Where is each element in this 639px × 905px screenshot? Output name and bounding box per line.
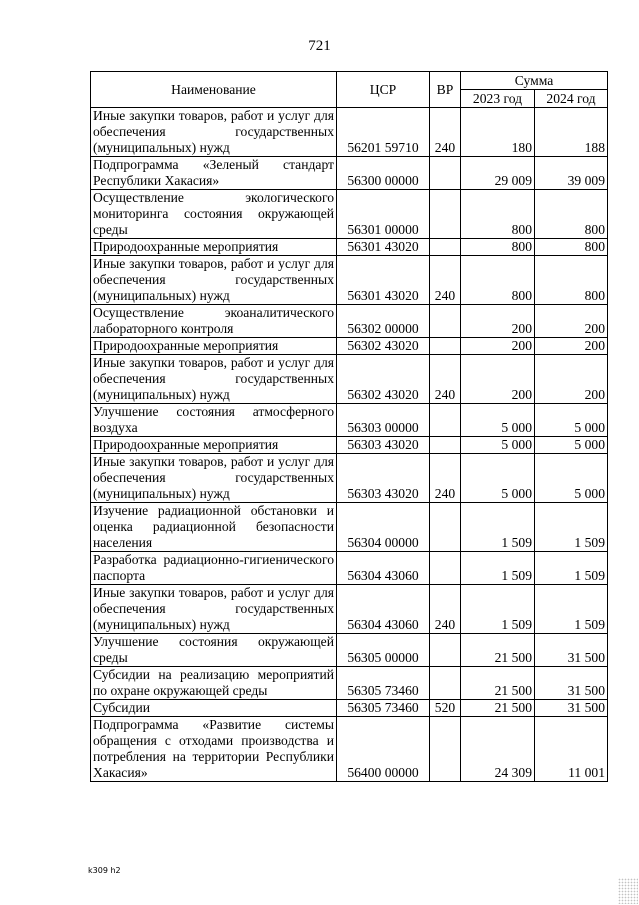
row-csr: 56304 43060 (337, 552, 430, 585)
column-header-year-2023: 2023 год (461, 90, 535, 108)
row-sum-2024: 5 000 (535, 454, 608, 503)
row-csr: 56304 43060 (337, 585, 430, 634)
table-body (91, 108, 608, 782)
row-csr: 56303 00000 (337, 404, 430, 437)
row-sum-2023: 200 (461, 355, 535, 404)
row-sum-2024: 200 (535, 338, 608, 355)
row-csr: 56303 43020 (337, 437, 430, 454)
row-sum-2023: 5 000 (461, 437, 535, 454)
row-name: Подпрограмма «Зеленый стандарт Республики Хакасия» (91, 157, 337, 190)
row-sum-2024: 31 500 (535, 700, 608, 717)
row-sum-2024: 188 (535, 108, 608, 157)
row-sum-2024: 800 (535, 190, 608, 239)
row-csr: 56301 43020 (337, 256, 430, 305)
column-header-name: Наименование (91, 72, 337, 108)
row-vr (430, 437, 461, 454)
row-sum-2024: 200 (535, 305, 608, 338)
scan-noise (618, 878, 638, 904)
row-csr: 56303 43020 (337, 454, 430, 503)
row-sum-2024: 5 000 (535, 404, 608, 437)
row-csr: 56302 43020 (337, 338, 430, 355)
row-name: Субсидии (91, 700, 337, 717)
row-sum-2023: 21 500 (461, 700, 535, 717)
table-row (91, 503, 608, 552)
row-sum-2023: 21 500 (461, 667, 535, 700)
row-vr (430, 338, 461, 355)
table-row (91, 437, 608, 454)
row-sum-2024: 31 500 (535, 667, 608, 700)
footer-document-code: k309 h2 (88, 866, 121, 875)
row-vr (430, 404, 461, 437)
row-sum-2024: 31 500 (535, 634, 608, 667)
table-row (91, 108, 608, 157)
row-csr: 56300 00000 (337, 157, 430, 190)
row-name: Природоохранные мероприятия (91, 239, 337, 256)
table-row (91, 305, 608, 338)
row-sum-2023: 21 500 (461, 634, 535, 667)
row-name: Иные закупки товаров, работ и услуг для обеспечения государственных (муниципальных) нужд (91, 355, 337, 404)
table-row (91, 157, 608, 190)
table-row (91, 256, 608, 305)
row-sum-2024: 39 009 (535, 157, 608, 190)
row-name: Иные закупки товаров, работ и услуг для обеспечения государственных (муниципальных) нужд (91, 585, 337, 634)
row-sum-2024: 1 509 (535, 585, 608, 634)
row-sum-2023: 200 (461, 305, 535, 338)
row-name: Осуществление экоаналитического лабораторного контроля (91, 305, 337, 338)
table-row (91, 700, 608, 717)
row-name: Улучшение состояния атмосферного воздуха (91, 404, 337, 437)
row-name: Субсидии на реализацию мероприятий по охране окружающей среды (91, 667, 337, 700)
row-csr: 56201 59710 (337, 108, 430, 157)
table-row (91, 454, 608, 503)
row-csr: 56304 00000 (337, 503, 430, 552)
page-number: 721 (308, 38, 331, 54)
row-sum-2023: 5 000 (461, 404, 535, 437)
row-vr: 520 (430, 700, 461, 717)
row-sum-2023: 1 509 (461, 585, 535, 634)
row-name: Природоохранные мероприятия (91, 338, 337, 355)
row-sum-2024: 800 (535, 239, 608, 256)
row-vr (430, 305, 461, 338)
row-sum-2023: 800 (461, 256, 535, 305)
row-sum-2023: 5 000 (461, 454, 535, 503)
row-name: Разработка радиационно-гигиенического паспорта (91, 552, 337, 585)
row-sum-2024: 200 (535, 355, 608, 404)
column-header-sum: Сумма (461, 72, 608, 90)
row-csr: 56302 43020 (337, 355, 430, 404)
row-vr: 240 (430, 256, 461, 305)
row-vr (430, 634, 461, 667)
row-vr (430, 667, 461, 700)
row-vr (430, 717, 461, 782)
row-name: Улучшение состояния окружающей среды (91, 634, 337, 667)
table-row (91, 634, 608, 667)
table-row (91, 552, 608, 585)
row-vr: 240 (430, 108, 461, 157)
row-csr: 56400 00000 (337, 717, 430, 782)
row-csr: 56305 00000 (337, 634, 430, 667)
row-csr: 56301 43020 (337, 239, 430, 256)
row-vr (430, 190, 461, 239)
table-row (91, 717, 608, 782)
row-name: Природоохранные мероприятия (91, 437, 337, 454)
row-csr: 56305 73460 (337, 700, 430, 717)
row-vr (430, 239, 461, 256)
row-sum-2023: 24 309 (461, 717, 535, 782)
row-sum-2024: 1 509 (535, 552, 608, 585)
row-sum-2023: 1 509 (461, 552, 535, 585)
row-csr: 56301 00000 (337, 190, 430, 239)
row-vr: 240 (430, 355, 461, 404)
row-name: Иные закупки товаров, работ и услуг для обеспечения государственных (муниципальных) нужд (91, 108, 337, 157)
row-sum-2023: 200 (461, 338, 535, 355)
row-vr (430, 157, 461, 190)
row-name: Иные закупки товаров, работ и услуг для обеспечения государственных (муниципальных) нужд (91, 454, 337, 503)
row-csr: 56305 73460 (337, 667, 430, 700)
table-header (91, 72, 608, 108)
row-sum-2024: 1 509 (535, 503, 608, 552)
row-vr: 240 (430, 454, 461, 503)
table-row (91, 338, 608, 355)
row-sum-2023: 800 (461, 239, 535, 256)
row-sum-2023: 1 509 (461, 503, 535, 552)
table-row (91, 667, 608, 700)
row-vr (430, 503, 461, 552)
column-header-year-2024: 2024 год (535, 90, 608, 108)
row-vr: 240 (430, 585, 461, 634)
row-name: Изучение радиационной обстановки и оценка радиационной безопасности населения (91, 503, 337, 552)
row-sum-2023: 800 (461, 190, 535, 239)
column-header-vr: ВР (430, 72, 461, 108)
row-vr (430, 552, 461, 585)
row-csr: 56302 00000 (337, 305, 430, 338)
row-sum-2024: 5 000 (535, 437, 608, 454)
column-header-csr: ЦСР (337, 72, 430, 108)
row-name: Иные закупки товаров, работ и услуг для обеспечения государственных (муниципальных) нужд (91, 256, 337, 305)
row-sum-2024: 800 (535, 256, 608, 305)
table-row (91, 404, 608, 437)
table-row (91, 190, 608, 239)
budget-table (90, 71, 608, 782)
row-sum-2024: 11 001 (535, 717, 608, 782)
row-name: Осуществление экологического мониторинга состояния окружающей среды (91, 190, 337, 239)
row-sum-2023: 29 009 (461, 157, 535, 190)
table-row (91, 239, 608, 256)
row-sum-2023: 180 (461, 108, 535, 157)
table-row (91, 585, 608, 634)
table-row (91, 355, 608, 404)
row-name: Подпрограмма «Развитие системы обращения с отходами производства и потребления на территории Республики Хакасия» (91, 717, 337, 782)
